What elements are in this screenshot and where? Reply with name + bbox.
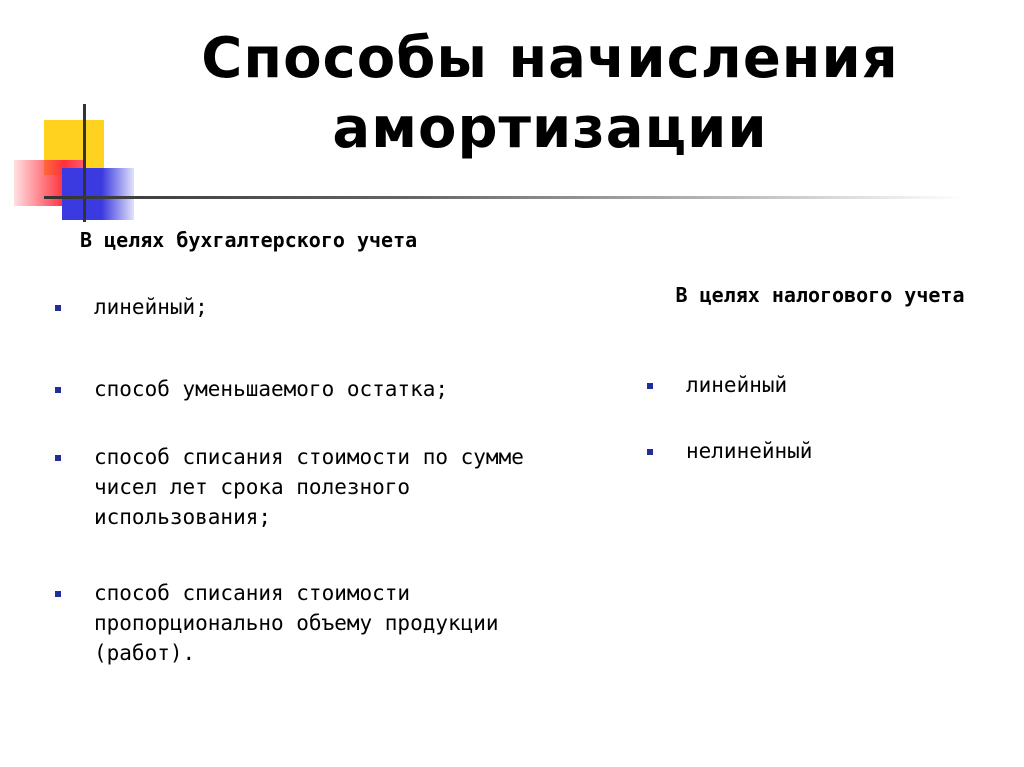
- decor-blue-square: [62, 168, 134, 220]
- square-bullet-icon: [55, 387, 61, 393]
- list-item: [54, 442, 554, 532]
- square-bullet-icon: [647, 383, 653, 389]
- accounting-methods-list: [54, 292, 554, 714]
- list-item-text: нелинейный: [686, 439, 813, 463]
- square-bullet-icon: [55, 305, 61, 311]
- square-bullet-icon: [55, 591, 61, 597]
- list-item-text: способ уменьшаемого остатка;: [94, 377, 449, 401]
- list-item-text: способ списания стоимости пропорционально объему продукции (работ).: [94, 581, 499, 665]
- decor-vertical-line: [83, 104, 86, 222]
- square-bullet-icon: [55, 455, 61, 461]
- tax-heading: В целях налогового учета: [675, 283, 965, 307]
- list-item: [54, 374, 554, 404]
- list-item-text: линейный: [686, 373, 788, 397]
- list-item-text: способ списания стоимости по сумме чисел лет срока полезного использования;: [94, 445, 524, 529]
- title-underline: [44, 196, 964, 199]
- slide-title: Способы начисления амортизации: [201, 26, 899, 161]
- list-item-text: линейный;: [94, 295, 208, 319]
- accounting-heading: В целях бухгалтерского учета: [80, 228, 418, 252]
- square-bullet-icon: [647, 449, 653, 455]
- list-item: [646, 370, 976, 400]
- list-item: [646, 436, 976, 466]
- tax-methods-list: [646, 370, 976, 502]
- list-item: [54, 292, 554, 322]
- list-item: [54, 578, 554, 668]
